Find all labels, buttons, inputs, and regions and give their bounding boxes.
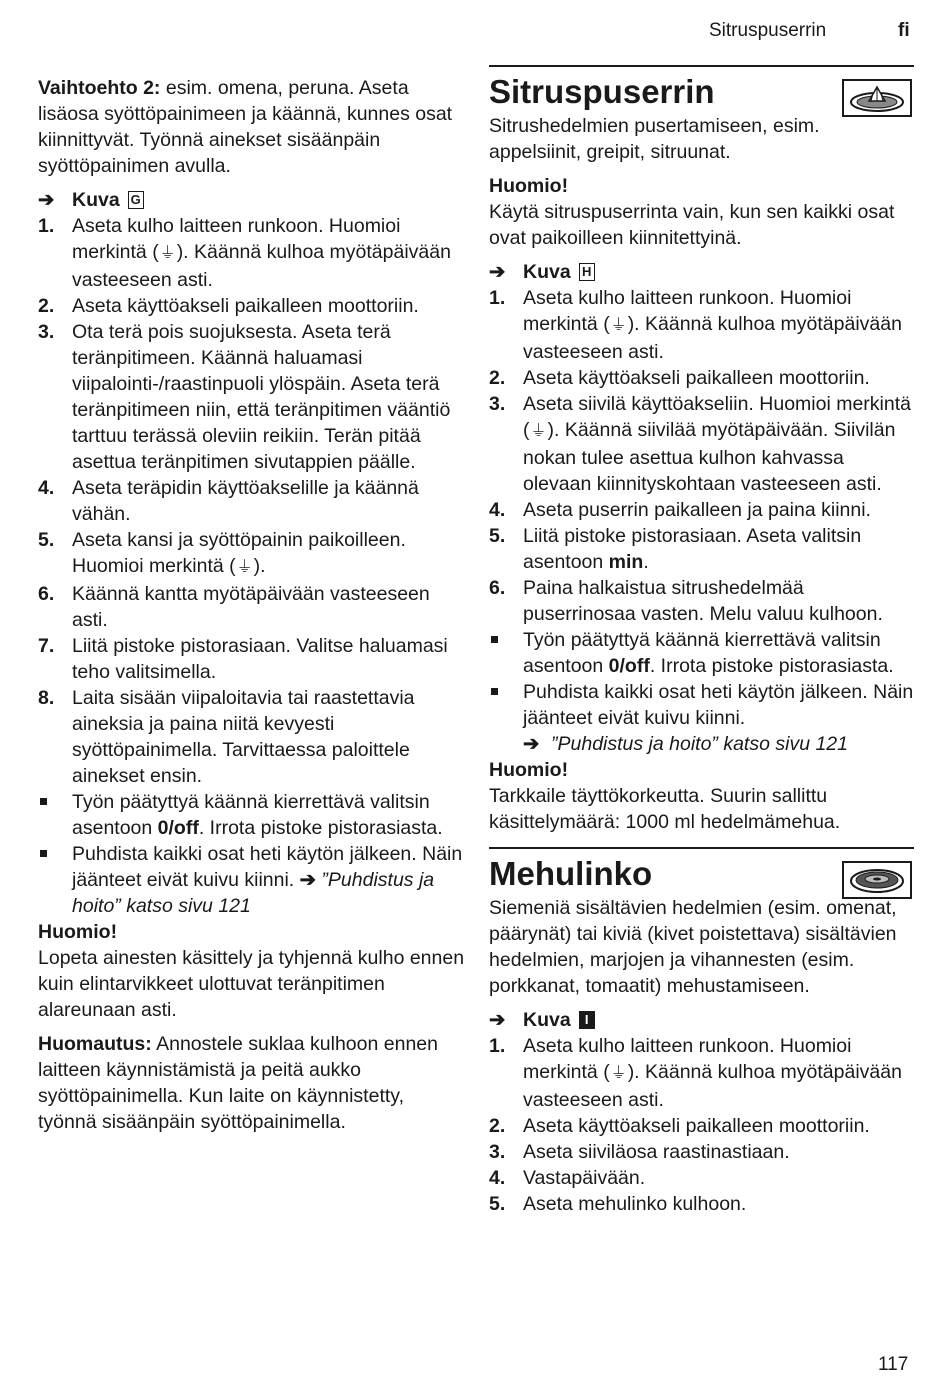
right-column <box>489 65 914 1217</box>
step-number: 3. <box>38 321 55 343</box>
figure-label: Kuva <box>523 1009 571 1031</box>
section-juicer <box>489 847 914 1217</box>
bullet-text <box>72 841 466 919</box>
cross-reference-link[interactable]: ”Puhdistus ja hoito” katso sivu 121 <box>72 869 435 917</box>
step-number: 4. <box>489 1167 506 1189</box>
step-text-part: ). Käännä kulhoa myötäpäivään vasteeseen asti. <box>72 241 451 291</box>
figure-letter-box: G <box>128 191 144 209</box>
step-number: 4. <box>489 499 506 521</box>
step-text <box>72 527 466 581</box>
step-text-part: Aseta kansi ja syöttöpainin paikoilleen. Huomioi merkintä ( <box>72 529 406 577</box>
option-2-text: esim. omena, peruna. Aseta lisäosa syöttöpainimeen ja käännä, kunnes osat kiinnittyvät. Työnnä ainekset sisäänpäin syöttöpainimen avulla. <box>38 77 453 177</box>
step-item <box>489 1113 914 1139</box>
figure-reference-h <box>489 259 914 285</box>
step-item <box>38 527 466 581</box>
note-paragraph <box>38 1031 466 1135</box>
bullet-item <box>489 679 914 757</box>
section-intro: Sitrushedelmien pusertamiseen, esim. appelsiinit, greipit, sitruunat. <box>489 115 820 163</box>
alignment-mark-icon: ⏚ <box>530 423 547 440</box>
bullet-bold-part: 0/off <box>608 655 650 677</box>
section-title: Mehulinko <box>489 855 653 892</box>
arrow-right-icon: ➔ <box>299 869 316 891</box>
steps-list-left <box>38 213 466 789</box>
step-text <box>72 213 466 293</box>
bullet-text <box>72 789 466 841</box>
step-number: 2. <box>489 1115 506 1137</box>
step-text <box>523 391 914 497</box>
step-text <box>523 285 914 365</box>
steps-list-citrus <box>489 285 914 627</box>
warning-label: Huomio! <box>38 921 118 943</box>
warning-label: Huomio! <box>489 175 569 197</box>
bullet-list-left <box>38 789 466 919</box>
step-text: Paina halkaistua sitrushedelmää puserrinosaa vasten. Melu valuu kulhoon. <box>523 577 883 625</box>
step-item <box>38 213 466 293</box>
alignment-mark-icon: ⏚ <box>159 245 176 262</box>
step-text: Käännä kantta myötäpäivään vasteeseen asti. <box>72 583 430 631</box>
step-text-part: ). Käännä siivilää myötäpäivään. Siivilän nokan tulee asettua kulhon kahvassa olevaan kiinnityskohtaan vasteeseen asti. <box>523 419 896 495</box>
arrow-right-icon: ➔ <box>523 733 540 755</box>
step-item <box>489 575 914 627</box>
warning-text: Lopeta ainesten käsittely ja tyhjennä kulho ennen kuin elintarvikkeet ulottuvat teränpitimen alareunaan asti. <box>38 947 465 1021</box>
step-number: 5. <box>489 525 506 547</box>
step-number: 1. <box>489 287 506 309</box>
step-number: 7. <box>38 635 55 657</box>
bullet-item <box>489 627 914 679</box>
step-number: 2. <box>38 295 55 317</box>
bullet-item <box>38 789 466 841</box>
section-title: Sitruspuserrin <box>489 73 715 110</box>
step-number: 8. <box>38 687 55 709</box>
header-language: fi <box>898 20 910 41</box>
step-number: 2. <box>489 367 506 389</box>
alignment-mark-icon: ⏚ <box>610 317 627 334</box>
step-number: 1. <box>38 215 55 237</box>
bullet-text <box>523 627 914 679</box>
step-item <box>489 391 914 497</box>
step-text-part: ). Käännä kulhoa myötäpäivään vasteeseen asti. <box>523 1061 902 1111</box>
step-bold-part: min <box>608 551 644 573</box>
step-item <box>489 285 914 365</box>
section-intro: Siemeniä sisältävien hedelmien (esim. omenat, päärynät) tai kiviä (kivet poistettava) sisältävien hedelmien, marjojen ja vihannesten (esim. porkkanat, tomaatit) mehustamiseen. <box>489 897 897 997</box>
step-number: 5. <box>489 1193 506 1215</box>
warning-label: Huomio! <box>489 759 569 781</box>
step-item <box>38 581 466 633</box>
bullet-text <box>523 679 914 757</box>
step-item <box>489 523 914 575</box>
arrow-right-icon: ➔ <box>489 261 506 283</box>
step-number: 6. <box>489 577 506 599</box>
figure-letter-box: I <box>579 1011 595 1029</box>
step-text-part: . <box>643 551 649 573</box>
cross-reference-link[interactable]: ”Puhdistus ja hoito” katso sivu 121 <box>551 733 848 755</box>
step-text <box>523 523 914 575</box>
bullet-square-icon <box>489 679 523 757</box>
figure-label: Kuva <box>523 261 571 283</box>
left-column <box>38 75 466 1135</box>
figure-letter-box: H <box>579 263 595 281</box>
step-text: Laita sisään viipaloitavia tai raastettavia aineksia ja paina niitä kevyesti syöttöpainimella. Tarvittaessa paloittele ainekset ensin. <box>72 687 415 787</box>
section-header <box>489 67 914 117</box>
note-label: Huomautus: <box>38 1033 152 1055</box>
bullet-text-part: . Irrota pistoke pistorasiasta. <box>649 655 894 677</box>
step-item <box>38 475 466 527</box>
step-text-part: Liitä pistoke pistorasiaan. Aseta valitsin asentoon <box>523 525 862 573</box>
step-item <box>489 1033 914 1113</box>
step-item <box>489 1139 914 1165</box>
option-2-paragraph <box>38 75 466 179</box>
step-text-part: Aseta siivilä käyttöakseliin. Huomioi merkintä ( <box>523 393 911 441</box>
bullet-bold-part: 0/off <box>157 817 199 839</box>
step-text: Aseta siiviläosa raastinastiaan. <box>523 1141 790 1163</box>
bullet-square-icon <box>38 789 72 841</box>
step-item <box>38 685 466 789</box>
bullet-text-part: . Irrota pistoke pistorasiasta. <box>198 817 443 839</box>
step-text: Aseta puserrin paikalleen ja paina kiinni. <box>523 499 871 521</box>
step-text: Ota terä pois suojuksesta. Aseta terä teränpitimeen. Käännä haluamasi viipalointi-/raastinpuoli ylöspäin. Aseta terä teränpitimeen niin, että teränpitimen vääntiö tarttuu terässä oleviin reikiin. Terän pitää asettua teränpitimen sivutappien päälle. <box>72 321 451 473</box>
arrow-right-icon: ➔ <box>38 189 55 211</box>
bullet-text-part: Puhdista kaikki osat heti käytön jälkeen. Näin jäänteet eivät kuivu kiinni. <box>523 681 914 729</box>
bullet-square-icon <box>38 841 72 919</box>
note-text: Annostele suklaa kulhoon ennen laitteen käynnistämistä ja peitä aukko syöttöpainimella. Kun laite on käynnistetty, työnnä sisäänpäin syöttöpainimella. <box>38 1033 438 1133</box>
section-citrus-press <box>489 65 914 835</box>
step-text-part: Aseta kulho laitteen runkoon. Huomioi merkintä ( <box>523 1035 852 1083</box>
step-number: 3. <box>489 393 506 415</box>
figure-label: Kuva <box>72 189 120 211</box>
step-text: Aseta käyttöakseli paikalleen moottoriin. <box>523 1115 870 1137</box>
step-number: 1. <box>489 1035 506 1057</box>
bullet-text-part: Puhdista kaikki osat heti käytön jälkeen. Näin jäänteet eivät kuivu kiinni. <box>72 843 463 891</box>
step-item <box>38 319 466 475</box>
bullet-square-icon <box>489 627 523 679</box>
section-header <box>489 849 914 899</box>
figure-reference-i <box>489 1007 914 1033</box>
step-text-part: Aseta kulho laitteen runkoon. Huomioi merkintä ( <box>72 215 401 263</box>
step-item <box>489 365 914 391</box>
steps-list-juicer <box>489 1033 914 1217</box>
step-number: 3. <box>489 1141 506 1163</box>
juicer-icon <box>842 861 912 899</box>
step-item <box>38 293 466 319</box>
step-text-part: Aseta kulho laitteen runkoon. Huomioi merkintä ( <box>523 287 852 335</box>
citrus-press-icon <box>842 79 912 117</box>
alignment-mark-icon: ⏚ <box>610 1065 627 1082</box>
step-text-part: ). Käännä kulhoa myötäpäivään vasteeseen asti. <box>523 313 902 363</box>
option-2-label: Vaihtoehto 2: <box>38 77 161 99</box>
figure-reference-g <box>38 187 466 213</box>
step-text <box>523 1033 914 1113</box>
step-item <box>489 1191 914 1217</box>
bullet-text-part: Työn päätyttyä käännä kierrettävä valitsin asentoon <box>72 791 430 839</box>
step-number: 5. <box>38 529 55 551</box>
step-text: Aseta käyttöakseli paikalleen moottoriin. <box>72 295 419 317</box>
step-item <box>489 1165 914 1191</box>
step-item <box>489 497 914 523</box>
warning-text: Tarkkaile täyttökorkeutta. Suurin sallittu käsittelymäärä: 1000 ml hedelmämehua. <box>489 785 841 833</box>
step-text: Vastapäivään. <box>523 1167 646 1189</box>
alignment-mark-icon: ⏚ <box>236 559 253 576</box>
step-text: Aseta teräpidin käyttöakselille ja käännä vähän. <box>72 477 419 525</box>
step-text: Aseta mehulinko kulhoon. <box>523 1193 747 1215</box>
bullet-list-citrus <box>489 627 914 757</box>
step-item <box>38 633 466 685</box>
step-text: Aseta käyttöakseli paikalleen moottoriin. <box>523 367 870 389</box>
step-number: 4. <box>38 477 55 499</box>
step-text-part: ). <box>253 555 266 577</box>
page-number: 117 <box>878 1354 909 1375</box>
header-title: Sitruspuserrin <box>709 20 827 41</box>
bullet-item <box>38 841 466 919</box>
bullet-text-part: Työn päätyttyä käännä kierrettävä valitsin asentoon <box>523 629 881 677</box>
step-text: Liitä pistoke pistorasiaan. Valitse haluamasi teho valitsimella. <box>72 635 448 683</box>
warning-text: Käytä sitruspuserrinta vain, kun sen kaikki osat ovat paikoilleen kiinnitettyinä. <box>489 201 895 249</box>
step-number: 6. <box>38 583 55 605</box>
arrow-right-icon: ➔ <box>489 1009 506 1031</box>
